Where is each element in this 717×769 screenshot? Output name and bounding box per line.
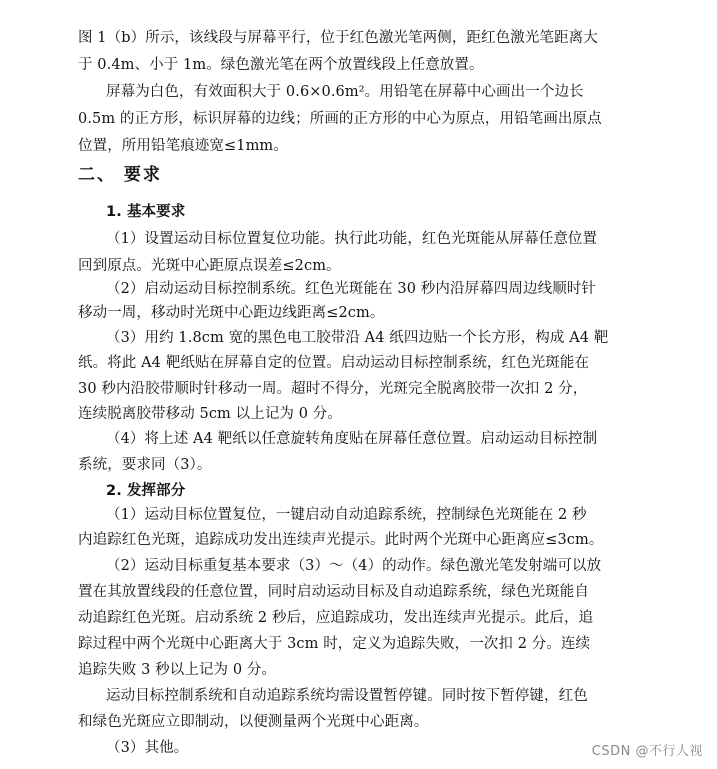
- subsection-heading: 2. 发挥部分: [106, 483, 186, 499]
- paragraph-line: 置在其放置线段的任意位置，同时启动运动目标及自动追踪系统，绿色光斑能自: [78, 584, 589, 600]
- paragraph-line: 屏幕为白色，有效面积大于 0.6×0.6m²。用铅笔在屏幕中心画出一个边长: [106, 84, 584, 100]
- section-heading: 二、 要求: [78, 165, 162, 185]
- paragraph-line: 30 秒内沿胶带顺时针移动一周。超时不得分，光斑完全脱离胶带一次扣 2 分，: [78, 381, 588, 397]
- subsection-heading: 1. 基本要求: [106, 204, 186, 220]
- paragraph-line: （2）运动目标重复基本要求（3）～（4）的动作。绿色激光笔发射端可以放: [106, 558, 602, 574]
- paragraph-line: （3）其他。: [106, 740, 189, 756]
- paragraph-line: 于 0.4m、小于 1m。绿色激光笔在两个放置线段上任意放置。: [78, 57, 484, 73]
- paragraph-line: （1）运动目标位置复位，一键启动自动追踪系统，控制绿色光斑能在 2 秒: [106, 507, 587, 523]
- paragraph-line: 追踪失败 3 秒以上记为 0 分。: [78, 662, 277, 678]
- paragraph-line: （3）用约 1.8cm 宽的黑色电工胶带沿 A4 纸四边贴一个长方形，构成 A4 靶: [106, 330, 609, 346]
- paragraph-line: 连续脱离胶带移动 5cm 以上记为 0 分。: [78, 406, 342, 422]
- paragraph-line: 移动一周，移动时光斑中心距边线距离≤2cm。: [78, 305, 385, 321]
- paragraph-line: 纸。将此 A4 靶纸贴在屏幕自定的位置。启动运动目标控制系统，红色光斑能在: [78, 355, 590, 371]
- paragraph-line: 系统，要求同（3）。: [78, 457, 212, 473]
- paragraph-line: 踪过程中两个光斑中心距离大于 3cm 时，定义为追踪失败，一次扣 2 分。连续: [78, 636, 591, 652]
- paragraph-line: 内追踪红色光斑，追踪成功发出连续声光提示。此时两个光斑中心距离应≤3cm。: [78, 532, 604, 548]
- paragraph-line: （4）将上述 A4 靶纸以任意旋转角度贴在屏幕任意位置。启动运动目标控制: [106, 431, 598, 447]
- paragraph-line: 位置，所用铅笔痕迹宽≤1mm。: [78, 138, 288, 154]
- paragraph-line: 0.5m 的正方形，标识屏幕的边线；所画的正方形的中心为原点，用铅笔画出原点: [78, 111, 602, 127]
- watermark: CSDN @不行人视: [591, 744, 703, 759]
- paragraph-line: 动追踪红色光斑。启动系统 2 秒后，应追踪成功，发出连续声光提示。此后，追: [78, 610, 594, 626]
- paragraph-line: 回到原点。光斑中心距原点误差≤2cm。: [78, 258, 341, 274]
- paragraph-line: 和绿色光斑应立即制动，以便测量两个光斑中心距离。: [78, 714, 429, 730]
- paragraph-line: （2）启动运动目标控制系统。红色光斑能在 30 秒内沿屏幕四周边线顺时针: [106, 281, 596, 297]
- paragraph-line: 运动目标控制系统和自动追踪系统均需设置暂停键。同时按下暂停键，红色: [106, 688, 588, 704]
- paragraph-line: 图 1（b）所示，该线段与屏幕平行，位于红色激光笔两侧，距红色激光笔距离大: [78, 30, 598, 46]
- paragraph-line: （1）设置运动目标位置复位功能。执行此功能，红色光斑能从屏幕任意位置: [106, 231, 598, 247]
